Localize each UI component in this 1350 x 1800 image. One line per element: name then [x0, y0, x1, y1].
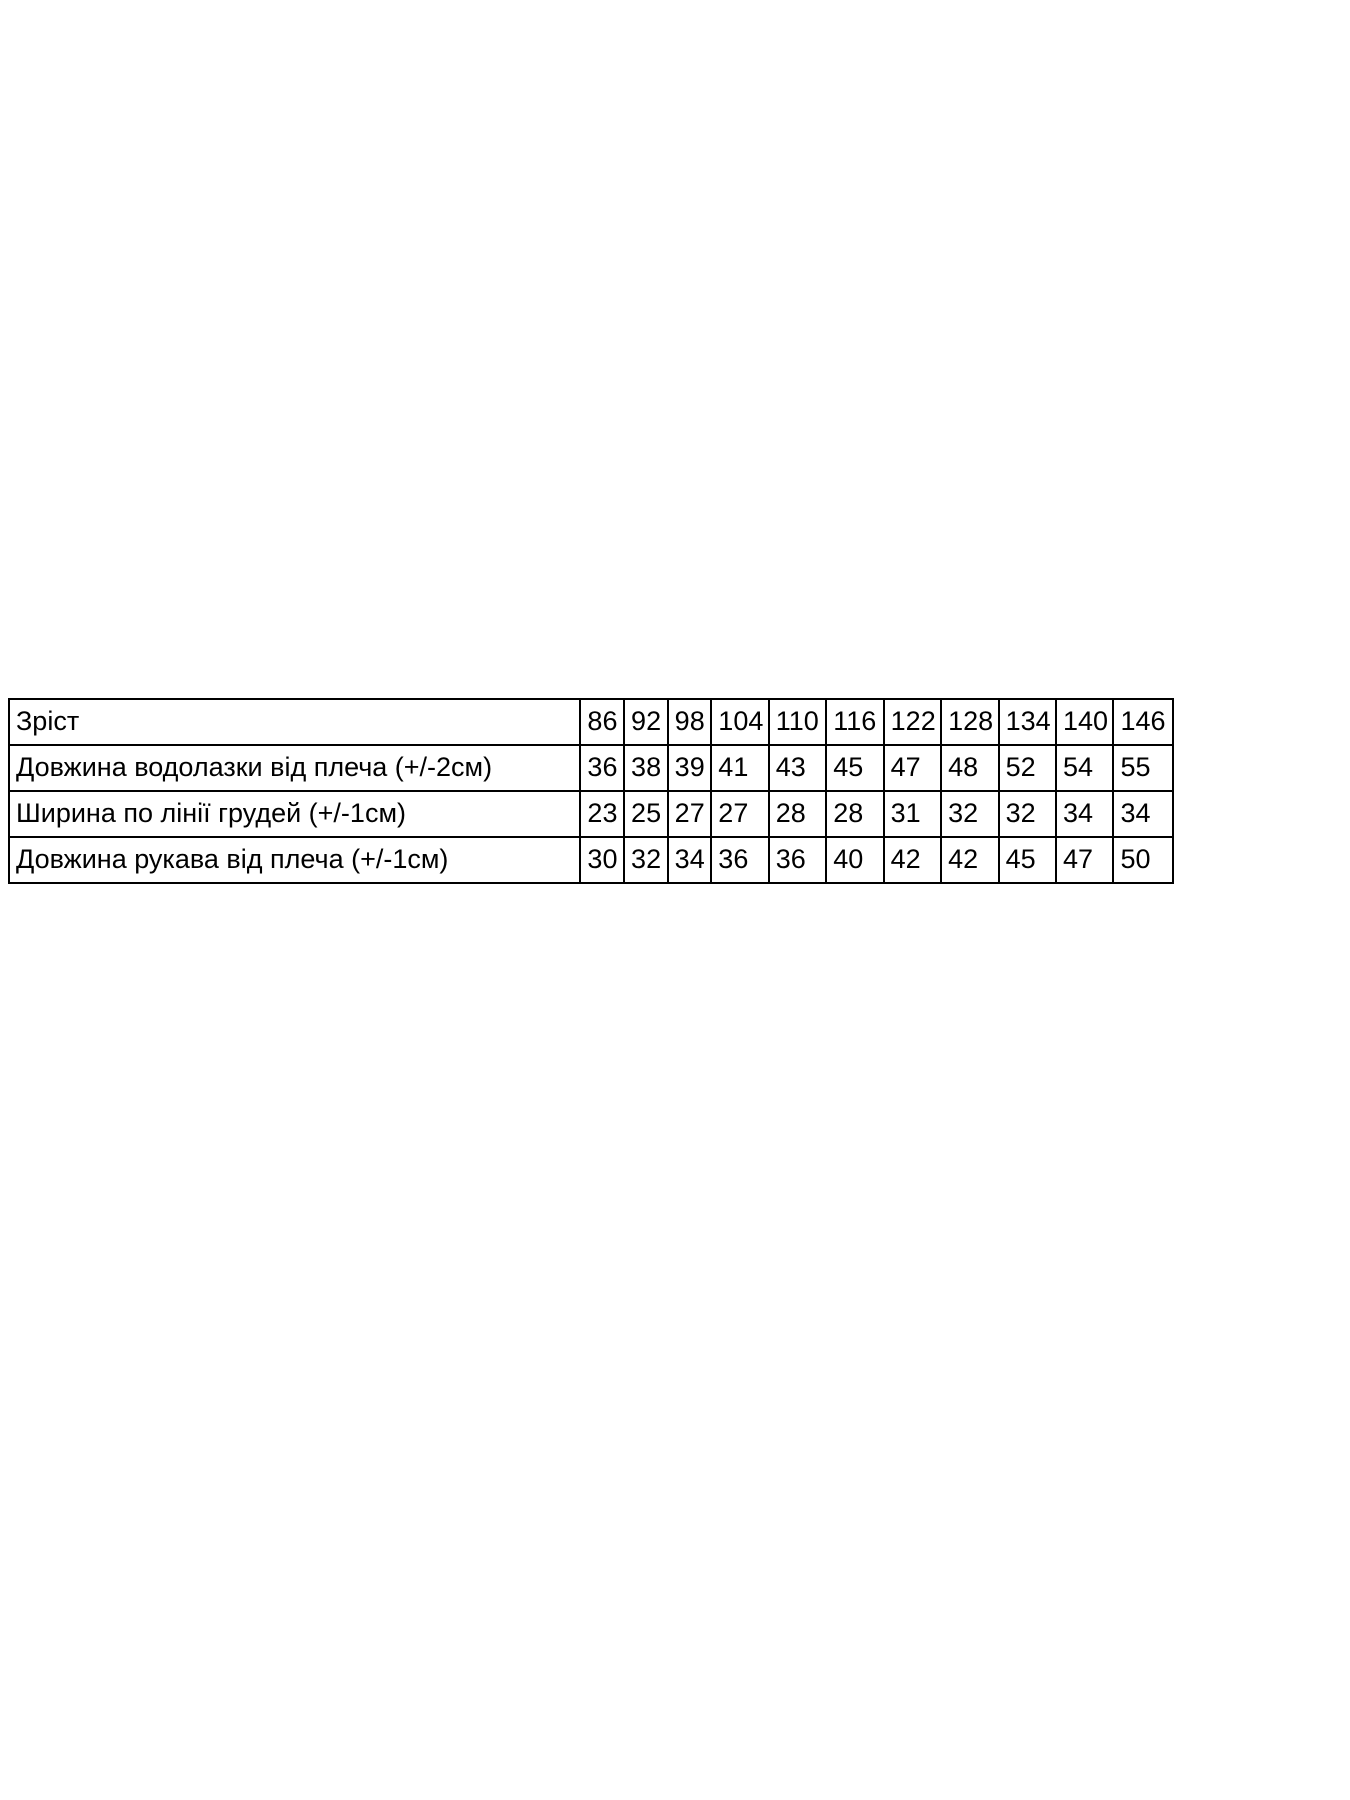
table-cell: 28	[770, 792, 827, 838]
table-cell: 47	[885, 746, 942, 792]
table-cell: 30	[581, 838, 625, 882]
table-row	[10, 746, 1172, 792]
row-label: Довжина водолазки від плеча (+/-2см)	[10, 746, 581, 792]
table-cell: 146	[1114, 700, 1172, 746]
table-cell: 110	[770, 700, 827, 746]
table-cell: 32	[625, 838, 669, 882]
table-cell: 34	[669, 838, 713, 882]
table-cell: 48	[942, 746, 999, 792]
table-cell: 42	[885, 838, 942, 882]
table-cell: 104	[712, 700, 769, 746]
table-row	[10, 838, 1172, 882]
table-cell: 32	[942, 792, 999, 838]
table-row	[10, 700, 1172, 746]
table-cell: 36	[770, 838, 827, 882]
table-cell: 38	[625, 746, 669, 792]
table-cell: 34	[1057, 792, 1114, 838]
row-label: Довжина рукава від плеча (+/-1см)	[10, 838, 581, 882]
size-chart-table	[8, 698, 1174, 884]
table-cell: 27	[669, 792, 713, 838]
table-cell: 122	[885, 700, 942, 746]
table-cell: 47	[1057, 838, 1114, 882]
table-cell: 116	[827, 700, 884, 746]
table-cell: 42	[942, 838, 999, 882]
table-cell: 92	[625, 700, 669, 746]
table-cell: 41	[712, 746, 769, 792]
table-cell: 28	[827, 792, 884, 838]
table-cell: 25	[625, 792, 669, 838]
table-cell: 55	[1114, 746, 1172, 792]
table-cell: 134	[1000, 700, 1057, 746]
table-cell: 86	[581, 700, 625, 746]
row-label: Ширина по лінії грудей (+/-1см)	[10, 792, 581, 838]
table-cell: 31	[885, 792, 942, 838]
row-label: Зріст	[10, 700, 581, 746]
table-cell: 140	[1057, 700, 1114, 746]
table-cell: 27	[712, 792, 769, 838]
table-cell: 128	[942, 700, 999, 746]
table-cell: 43	[770, 746, 827, 792]
table-cell: 34	[1114, 792, 1172, 838]
table-row	[10, 792, 1172, 838]
table-cell: 52	[1000, 746, 1057, 792]
table-cell: 40	[827, 838, 884, 882]
table-cell: 98	[669, 700, 713, 746]
table-cell: 50	[1120, 844, 1151, 874]
table-cell: 36	[581, 746, 625, 792]
table-cell: 23	[581, 792, 625, 838]
table-cell: 45	[827, 746, 884, 792]
size-chart-container	[8, 698, 1174, 884]
table-cell: 32	[1000, 792, 1057, 838]
table-cell: 45	[1000, 838, 1057, 882]
table-cell: 54	[1057, 746, 1114, 792]
table-cell: 36	[712, 838, 769, 882]
table-cell: 39	[669, 746, 713, 792]
